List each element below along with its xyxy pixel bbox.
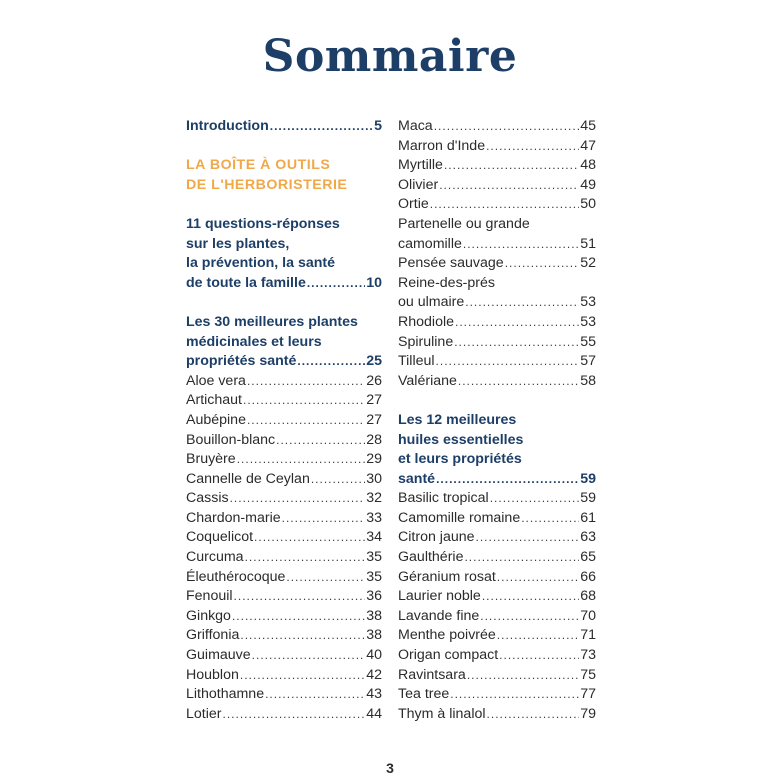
toc-dot-leader [234, 587, 366, 607]
toc-entry-label: Bruyère [186, 451, 236, 468]
toc-entry [398, 489, 596, 509]
toc-heading [398, 470, 596, 490]
toc-dot-leader [521, 509, 579, 529]
toc-entry-page: 75 [580, 666, 596, 683]
toc-entry-page: 70 [580, 607, 596, 624]
toc-spacer [398, 391, 596, 411]
toc-entry-label: Tea tree [398, 686, 450, 703]
toc-entry-label: Fenouil [186, 588, 233, 605]
toc-entry [186, 685, 382, 705]
toc-entry-label: Cannelle de Ceylan [186, 470, 310, 487]
toc-dot-leader [265, 685, 365, 705]
toc-entry [398, 528, 596, 548]
toc-entry-label: Lithothamne [186, 686, 265, 703]
toc-entry-page: 27 [366, 411, 382, 428]
toc-entry-page: 63 [580, 529, 596, 546]
toc-entry-page: 53 [580, 313, 596, 330]
toc-entry-label: Ginkgo [186, 607, 231, 624]
toc-entry-page: 52 [580, 255, 596, 272]
toc-entry-label: Menthe poivrée [398, 627, 496, 644]
toc-heading [186, 352, 382, 372]
toc-entry-label: sur les plantes, [186, 235, 290, 252]
toc-entry-label: Griffonia [186, 627, 240, 644]
toc-entry-page: 32 [366, 490, 382, 507]
toc-heading [186, 274, 382, 294]
toc-entry-page: 45 [580, 118, 596, 134]
toc-entry-label: santé [398, 470, 436, 487]
toc-entry-label: Gaulthérie [398, 549, 464, 566]
toc-entry-label: Spiruline [398, 333, 454, 350]
toc-dot-leader [223, 705, 366, 725]
toc-entry [398, 685, 596, 705]
toc-entry-page: 40 [366, 647, 382, 664]
toc-dot-leader [276, 431, 365, 451]
toc-entry-page: 61 [580, 509, 596, 526]
toc-entry [186, 372, 382, 392]
toc-heading [186, 254, 382, 274]
toc-dot-leader [458, 372, 579, 392]
toc-spacer [186, 137, 382, 157]
toc-entry-label: Thym à linalol [398, 705, 486, 722]
toc-entry-label: la prévention, la santé [186, 255, 336, 272]
toc-entry [398, 156, 596, 176]
toc-entry-page: 44 [366, 705, 382, 722]
toc-dot-leader [254, 528, 365, 548]
toc-entry-label: médicinales et leurs [186, 333, 322, 350]
toc-dot-leader [243, 391, 365, 411]
toc-entry-label: Lavande fine [398, 607, 480, 624]
toc-dot-leader [467, 666, 579, 686]
toc-entry [186, 568, 382, 588]
toc-dot-leader [499, 646, 579, 666]
toc-dot-leader [464, 548, 579, 568]
toc-dot-leader [240, 626, 365, 646]
toc-entry-label: Origan compact [398, 647, 499, 664]
toc-entry-label: Artichaut [186, 392, 242, 409]
toc-dot-leader [454, 333, 579, 353]
toc-entry [398, 568, 596, 588]
toc-entry-label: Basilic tropical [398, 490, 489, 507]
toc-dot-leader [455, 313, 579, 333]
toc-entry [186, 489, 382, 509]
toc-entry-page: 66 [580, 568, 596, 585]
toc-entry-label: Ortie [398, 196, 429, 213]
toc-entry-page: 10 [366, 274, 382, 291]
toc-entry-page: 27 [366, 392, 382, 409]
toc-heading [398, 431, 596, 451]
toc-entry [398, 626, 596, 646]
toc-dot-leader [240, 666, 365, 686]
toc-entry-page: 65 [580, 549, 596, 566]
toc-entry-label: Ravintsara [398, 666, 466, 683]
toc-heading [186, 333, 382, 353]
toc-entry-label: Aloe vera [186, 372, 246, 389]
page-title: Sommaire [262, 31, 518, 83]
toc-dot-leader [237, 450, 366, 470]
toc-entry-page: 58 [580, 372, 596, 389]
toc-entry-page: 51 [580, 235, 596, 252]
toc-dot-leader [487, 705, 580, 725]
toc-dot-leader [430, 195, 579, 215]
toc-dot-leader [270, 117, 373, 137]
toc-entry [398, 372, 596, 392]
toc-entry [398, 215, 596, 235]
toc-entry [398, 176, 596, 196]
toc-entry-page: 38 [366, 607, 382, 624]
toc-dot-leader [297, 352, 365, 372]
toc-entry-label: Partenelle ou grande [398, 215, 530, 232]
toc-entry-page: 43 [366, 686, 382, 703]
toc-entry-label: Coquelicot [186, 529, 254, 546]
toc-entry-page: 5 [374, 118, 382, 134]
toc-dot-leader [497, 626, 579, 646]
toc-dot-leader [497, 568, 579, 588]
toc-heading [398, 450, 596, 470]
toc-entry [186, 666, 382, 686]
toc-entry-label: 11 questions-réponses [186, 215, 340, 232]
toc-entry [398, 137, 596, 157]
toc-entry-page: 55 [580, 333, 596, 350]
toc-entry [186, 528, 382, 548]
toc-entry-page: 30 [366, 470, 382, 487]
toc-dot-leader [434, 117, 580, 137]
toc-entry [398, 333, 596, 353]
toc-entry [398, 254, 596, 274]
toc-entry [398, 607, 596, 627]
toc-dot-leader [252, 646, 366, 666]
toc-entry [186, 548, 382, 568]
toc-entry-page: 36 [366, 588, 382, 605]
toc-entry-page: 71 [580, 627, 596, 644]
toc-entry-page: 34 [366, 529, 382, 546]
toc-entry-page: 77 [580, 686, 596, 703]
toc-dot-leader [465, 293, 579, 313]
toc-entry-label: DE L'HERBORISTERIE [186, 176, 348, 193]
page-number: 3 [386, 760, 394, 776]
toc-entry-label: Reine-des-prés [398, 274, 495, 291]
toc-entry-page: 73 [580, 647, 596, 664]
toc-entry-page: 68 [580, 588, 596, 605]
toc-entry-label: Houblon [186, 666, 239, 683]
toc-entry-page: 26 [366, 372, 382, 389]
toc-dot-leader [436, 352, 580, 372]
toc-dot-leader [282, 509, 366, 529]
toc-entry-label: Myrtille [398, 157, 443, 174]
toc-entry-label: Les 12 meilleures [398, 411, 517, 428]
toc-spacer [186, 195, 382, 215]
toc-heading [398, 411, 596, 431]
toc-entry [186, 607, 382, 627]
toc-entry [186, 411, 382, 431]
toc-entry-page: 48 [580, 157, 596, 174]
toc-dot-leader [482, 587, 579, 607]
toc-dot-leader [436, 470, 579, 490]
toc-entry-page: 57 [580, 353, 596, 370]
toc-entry [186, 646, 382, 666]
toc-section-title [186, 156, 382, 176]
toc-dot-leader [307, 274, 365, 294]
toc-entry [398, 195, 596, 215]
toc-entry-page: 79 [580, 705, 596, 722]
toc-dot-leader [247, 411, 365, 431]
toc-entry-label: Valériane [398, 372, 457, 389]
toc-entry-label: Bouillon-blanc [186, 431, 276, 448]
toc-entry-label: de toute la famille [186, 274, 306, 291]
toc-entry-label: Géranium rosat [398, 568, 496, 585]
toc-dot-leader [286, 568, 365, 588]
toc-entry-label: Pensée sauvage [398, 255, 504, 272]
toc-entry [186, 431, 382, 451]
toc-dot-leader [311, 470, 365, 490]
toc-entry-page: 59 [580, 490, 596, 507]
toc-entry [398, 352, 596, 372]
toc-entry-label: Laurier noble [398, 588, 481, 605]
toc-entry-label: Curcuma [186, 549, 244, 566]
toc-dot-leader [444, 156, 579, 176]
toc-entry [186, 450, 382, 470]
toc-entry-page: 59 [580, 470, 596, 487]
toc-entry-page: 35 [366, 568, 382, 585]
toc-entry [398, 117, 596, 137]
toc-entry [186, 705, 382, 725]
toc-entry-label: ou ulmaire [398, 294, 465, 311]
toc-section-title [186, 176, 382, 196]
toc-dot-leader [490, 489, 580, 509]
toc-dot-leader [230, 489, 366, 509]
toc-entry-label: Camomille romaine [398, 509, 521, 526]
toc-entry [398, 705, 596, 725]
toc-entry-label: Lotier [186, 705, 222, 722]
toc-entry [398, 235, 596, 255]
toc-dot-leader [476, 528, 580, 548]
toc-entry-label: camomille [398, 235, 462, 252]
toc-entry [398, 293, 596, 313]
toc-entry-page: 42 [366, 666, 382, 683]
toc-column-left [186, 117, 382, 724]
toc-entry-page: 53 [580, 294, 596, 311]
toc-dot-leader [486, 137, 579, 157]
toc-entry [398, 548, 596, 568]
toc-dot-leader [463, 235, 579, 255]
toc-dot-leader [450, 685, 579, 705]
toc-entry [186, 391, 382, 411]
toc-entry-page: 35 [366, 549, 382, 566]
toc-entry-label: Cassis [186, 490, 229, 507]
toc-entry-label: huiles essentielles [398, 431, 524, 448]
toc-entry-label: Les 30 meilleures plantes [186, 313, 358, 330]
toc-heading [186, 235, 382, 255]
toc-entry [186, 587, 382, 607]
toc-entry [398, 666, 596, 686]
toc-entry-label: Tilleul [398, 353, 435, 370]
toc-entry-page: 50 [580, 196, 596, 213]
toc-heading [186, 313, 382, 333]
toc-entry-label: Rhodiole [398, 313, 455, 330]
toc-entry-label: Marron d'Inde [398, 137, 486, 154]
toc-dot-leader [480, 607, 579, 627]
toc-entry-label: Guimauve [186, 647, 251, 664]
toc-entry-page: 33 [366, 509, 382, 526]
toc-entry-page: 28 [366, 431, 382, 448]
toc-entry-label: Olivier [398, 176, 439, 193]
toc-dot-leader [439, 176, 579, 196]
toc-spacer [186, 293, 382, 313]
toc-entry-label: LA BOÎTE À OUTILS [186, 157, 331, 174]
toc-entry [398, 509, 596, 529]
toc-entry [398, 587, 596, 607]
toc-entry [186, 626, 382, 646]
toc-entry-label: Éleuthérocoque [186, 568, 286, 585]
toc-dot-leader [505, 254, 580, 274]
toc-entry-label: propriétés santé [186, 353, 297, 370]
toc-entry-label: Citron jaune [398, 529, 475, 546]
toc-entry-page: 38 [366, 627, 382, 644]
toc-entry [186, 509, 382, 529]
toc-entry-page: 47 [580, 137, 596, 154]
toc-entry-label: Maca [398, 118, 433, 134]
toc-entry [398, 313, 596, 333]
toc-dot-leader [247, 372, 365, 392]
toc-entry-page: 49 [580, 176, 596, 193]
toc-dot-leader [232, 607, 365, 627]
toc-entry-page: 25 [366, 353, 382, 370]
toc-entry-label: Introduction [186, 118, 269, 134]
toc-entry-label: Aubépine [186, 411, 246, 428]
toc-entry [398, 646, 596, 666]
toc-entry-label: et leurs propriétés [398, 451, 522, 468]
toc-entry [398, 274, 596, 294]
toc-dot-leader [245, 548, 366, 568]
toc-column-right [398, 117, 596, 724]
toc-heading [186, 215, 382, 235]
toc-heading [186, 117, 382, 137]
toc-entry-label: Chardon-marie [186, 509, 281, 526]
toc-entry [186, 470, 382, 490]
toc-entry-page: 29 [366, 451, 382, 468]
